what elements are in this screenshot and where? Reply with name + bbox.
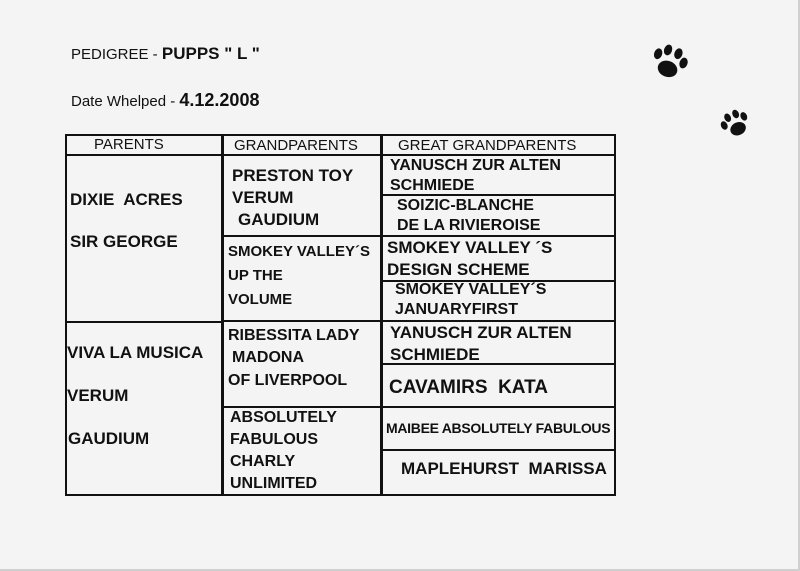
grandparent-2-line: UP THE	[228, 267, 283, 284]
pedigree-label: PEDIGREE -	[71, 46, 162, 63]
pedigree-title	[71, 44, 260, 64]
table-border	[65, 134, 67, 496]
grandparent-4-line: FABULOUS	[230, 431, 318, 448]
table-border	[614, 134, 616, 496]
great-grandparent-7-line: MAIBEE ABSOLUTELY FABULOUS	[386, 420, 611, 436]
grandparent-4-line: ABSOLUTELY	[230, 409, 337, 426]
paw-print-icon	[648, 42, 690, 82]
great-grandparent-4-line: JANUARYFIRST	[395, 301, 518, 318]
grandparent-3-line: RIBESSITA LADY	[228, 327, 360, 344]
great-grandparent-4-line: SMOKEY VALLEY´S	[395, 281, 547, 298]
litter-name: PUPPS " L "	[161, 44, 260, 63]
column-divider	[380, 134, 383, 496]
row-divider	[221, 320, 615, 322]
grandparent-3-line: OF LIVERPOOL	[228, 372, 348, 389]
great-grandparent-5-line: SCHMIEDE	[390, 345, 480, 364]
date-label: Date Whelped -	[71, 93, 180, 110]
great-grandparent-2-line: DE LA RIVIEROISE	[397, 217, 541, 234]
sire-name-line: SIR GEORGE	[70, 232, 178, 251]
pedigree-table	[65, 134, 616, 496]
header-grandparents: GRANDPARENTS	[234, 137, 358, 154]
header-great-grandparents: GREAT GRANDPARENTS	[398, 137, 577, 154]
sire-name-line: DIXIE ACRES	[70, 190, 183, 209]
great-grandparent-1-line: YANUSCH ZUR ALTEN	[390, 157, 561, 174]
great-grandparent-5-line: YANUSCH ZUR ALTEN	[390, 323, 572, 342]
great-grandparent-2-line: SOIZIC-BLANCHE	[397, 197, 534, 214]
great-grandparent-3-line: SMOKEY VALLEY ´S	[387, 238, 553, 257]
great-grandparent-3-line: DESIGN SCHEME	[387, 260, 530, 279]
grandparent-1-line: GAUDIUM	[238, 210, 320, 229]
grandparent-4-line: UNLIMITED	[230, 475, 318, 492]
date-whelped	[71, 90, 259, 111]
column-divider	[221, 134, 224, 496]
table-border	[65, 494, 616, 496]
grandparent-1-line: VERUM	[232, 188, 294, 207]
dam-name-line: VERUM	[67, 386, 129, 405]
grandparent-2-line: SMOKEY VALLEY´S	[228, 243, 370, 260]
date-value: 4.12.2008	[179, 90, 260, 110]
header-parents: PARENTS	[94, 136, 164, 153]
grandparent-1-line: PRESTON TOY	[232, 166, 354, 185]
row-divider	[380, 449, 615, 451]
paw-print-icon	[718, 108, 752, 140]
dam-name-line: GAUDIUM	[68, 429, 150, 448]
grandparent-4-line: CHARLY	[230, 453, 296, 470]
dam-name-line: VIVA LA MUSICA	[67, 343, 204, 362]
grandparent-2-line: VOLUME	[228, 291, 293, 308]
great-grandparent-1-line: SCHMIEDE	[390, 177, 475, 194]
row-divider	[65, 321, 224, 323]
grandparent-3-line: MADONA	[232, 349, 304, 366]
great-grandparent-6-line: CAVAMIRS KATA	[389, 377, 549, 398]
great-grandparent-8-line: MAPLEHURST MARISSA	[401, 459, 607, 478]
